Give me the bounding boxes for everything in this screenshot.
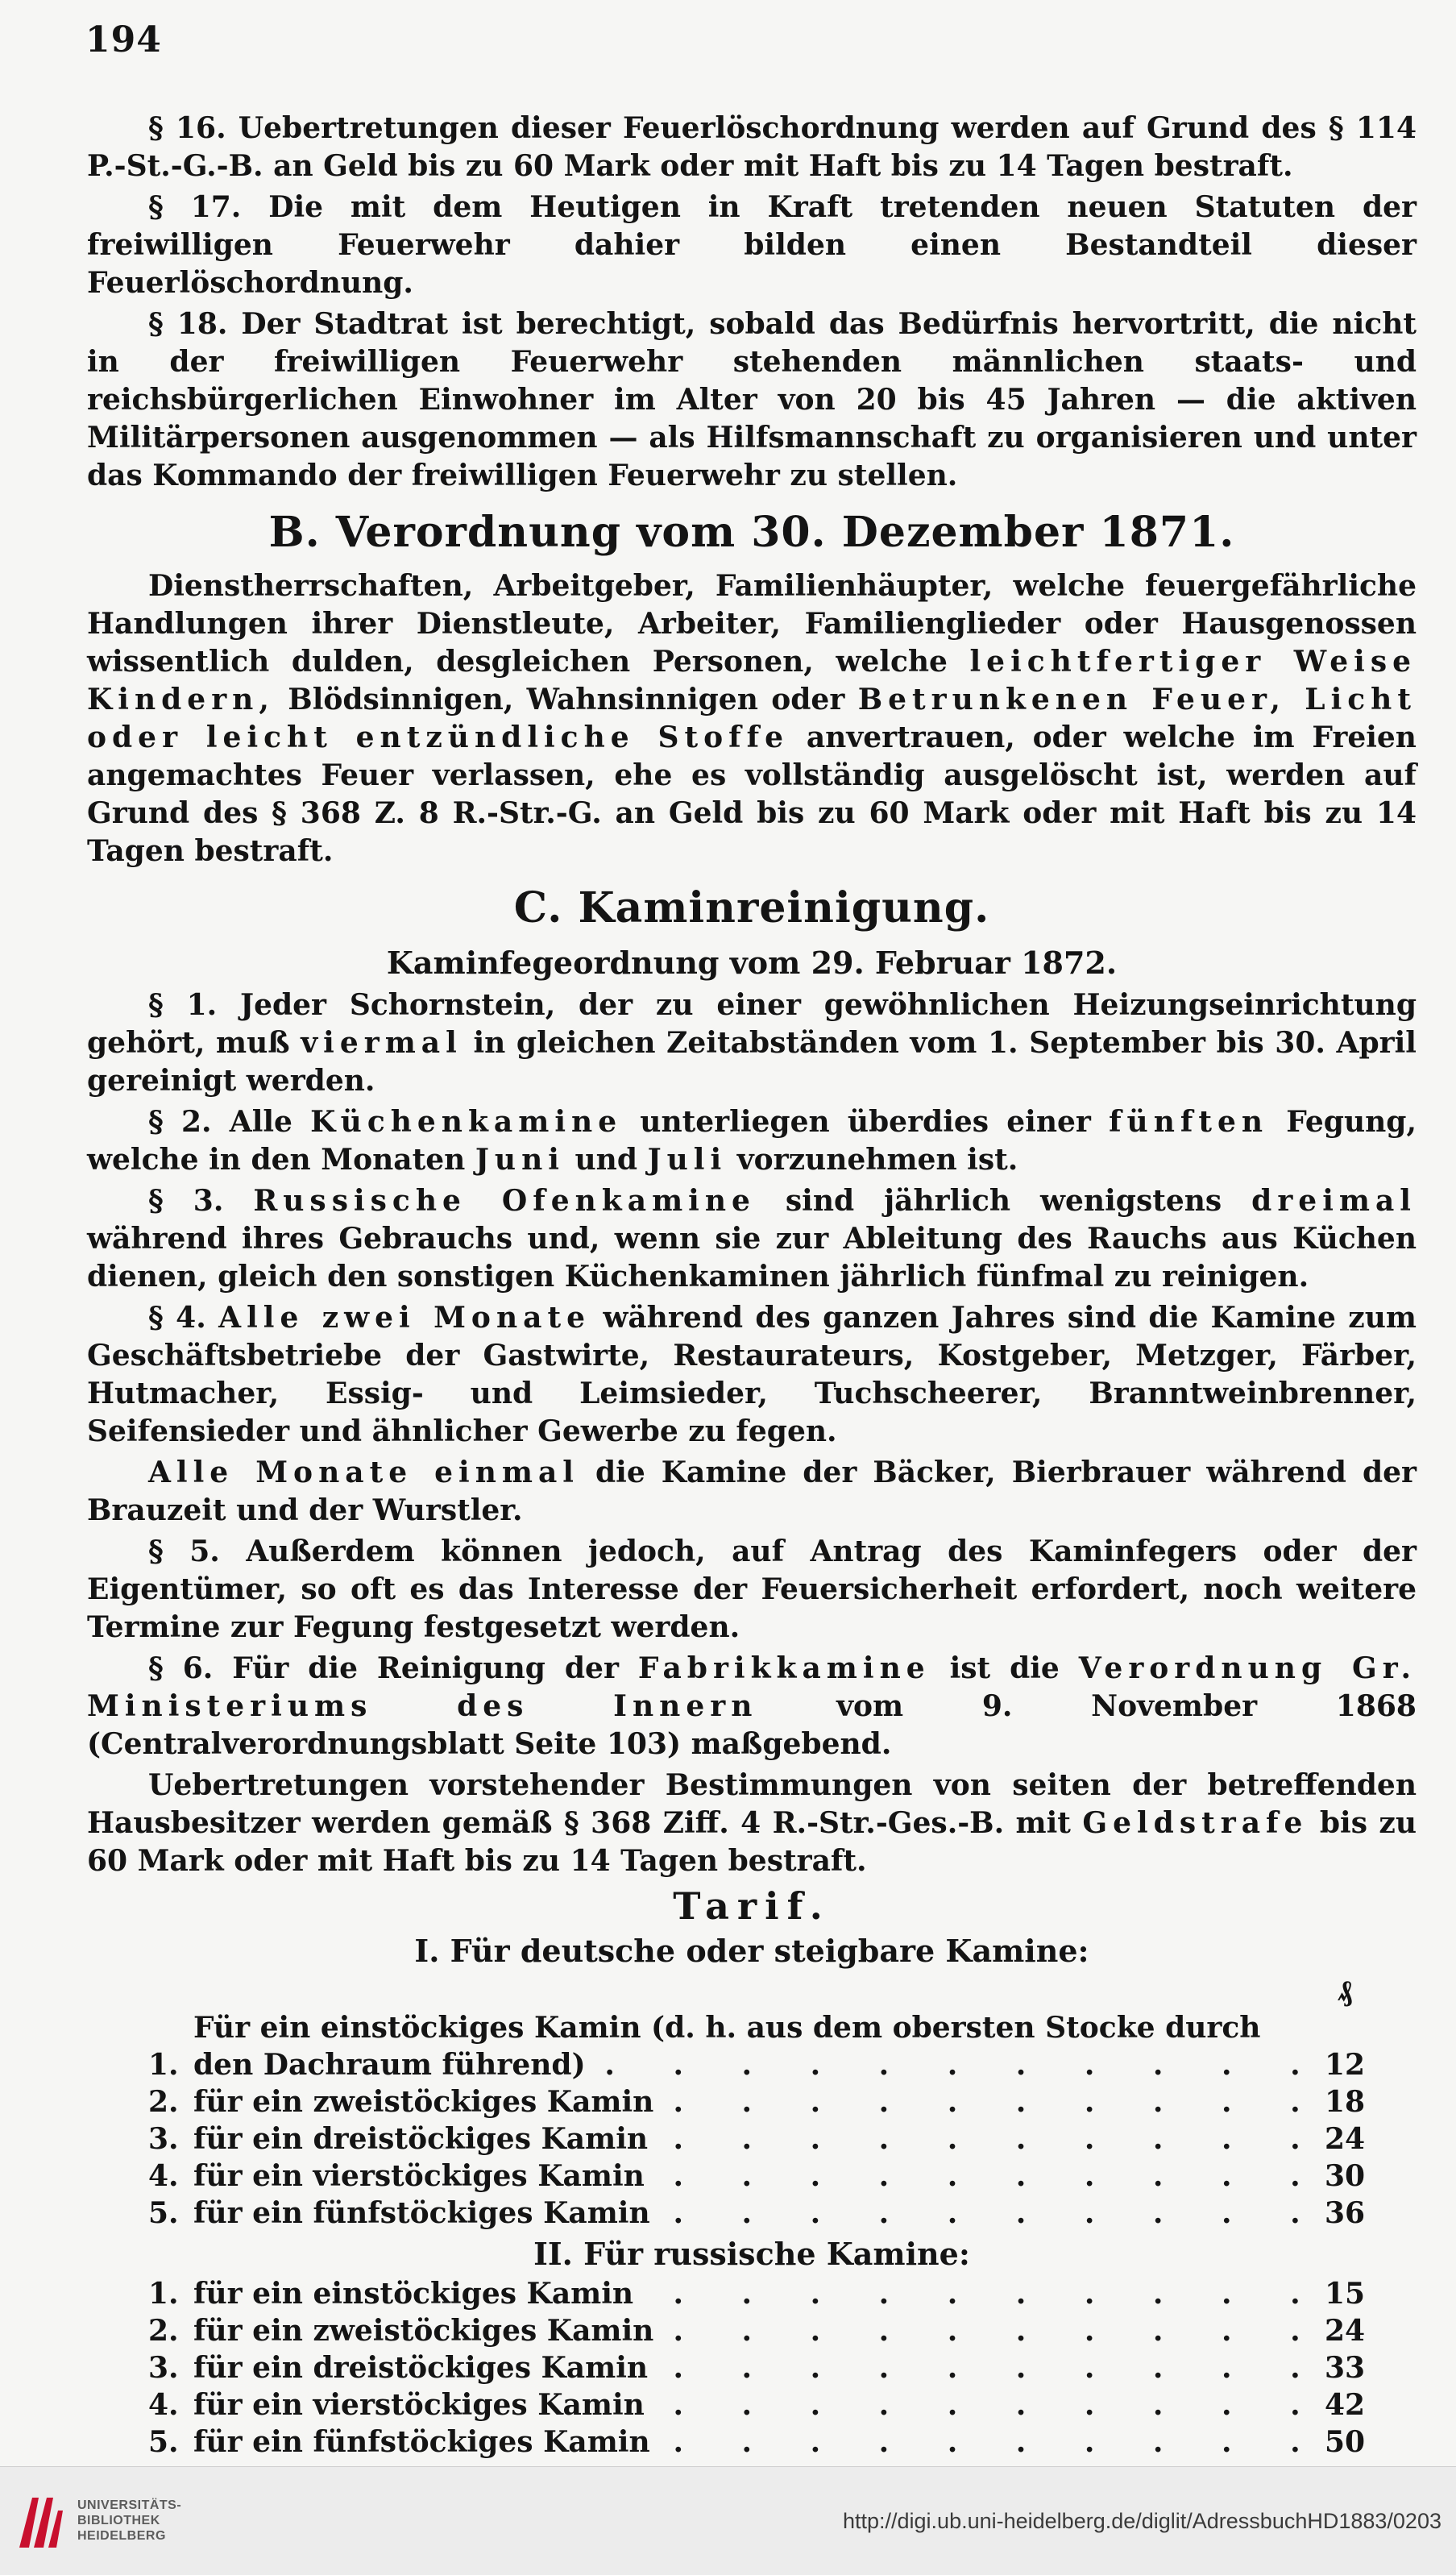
row-label [193, 2158, 1300, 2195]
row-number: 2. [148, 2085, 179, 2119]
tarif-group-title: II. Für russische Kamine: [533, 2236, 970, 2272]
table-row [148, 1972, 1389, 2009]
row-number: 5. [148, 2425, 179, 2459]
c4b-text: die Kamine der Bäcker, Bierbrauer während der Brauzeit und der Wurstler. [87, 1456, 1417, 1527]
permalink-url[interactable]: http://digi.ub.uni-heidelberg.de/diglit/AdressbuchHD1883/0203 [842, 2509, 1441, 2533]
row-label [193, 2009, 1300, 2083]
row-label [193, 2120, 1300, 2158]
row-number: 2. [148, 2314, 179, 2348]
row-number: 4. [148, 2388, 179, 2422]
c6-text-b: ist die [949, 1651, 1060, 1685]
c6-spaced-1: Fabrikkamine [637, 1651, 931, 1685]
section-b-text-3: anvertrauen, oder welche im Freien angemachtes Feuer verlassen, ehe es vollständig ausgelöscht ist, werden auf Grund des § 368 Z. 8 R.-Str.-G. an Geld bis zu 60 Mark oder mit Haft bis zu 14 Tagen bestraft. [87, 721, 1417, 868]
row-price: 24 [1324, 2122, 1366, 2156]
table-row [148, 2386, 1389, 2423]
row-number: 4. [148, 2159, 179, 2193]
c4b-spaced: Alle Monate einmal [148, 1456, 579, 1489]
table-row [148, 2423, 1389, 2461]
paragraph-c2 [87, 1103, 1417, 1179]
row-label [193, 2083, 1300, 2120]
section-b-spaced-2: Betrunkenen Feuer, Licht oder leicht entzündliche Stoffe [87, 683, 1417, 754]
section-b-spaced-1: leichtfertiger Weise Kindern, [87, 645, 1417, 716]
c1-text-a: § 1. Jeder Schornstein, der zu einer gewöhnlichen Heizungseinrichtung gehört, muß [87, 988, 1417, 1060]
row-number: 3. [148, 2122, 179, 2156]
row-label [193, 2312, 1300, 2349]
section-b-heading: B. Verordnung vom 30. Dezember 1871. [268, 508, 1235, 557]
c2-spaced-2: fünften [1109, 1105, 1269, 1139]
library-logo-text [77, 2498, 181, 2544]
c2-text-a: § 2. Alle [148, 1105, 292, 1139]
paragraph-c1 [87, 986, 1417, 1100]
row-price: 24 [1324, 2314, 1366, 2348]
section-b-text-2: Blödsinnigen, Wahnsinnigen oder [288, 683, 845, 716]
table-row [148, 2195, 1389, 2232]
table-row [148, 2158, 1389, 2195]
row-label-text: für ein zweistöckiges Kamin [193, 2314, 665, 2348]
c3-spaced-1: Russische Ofenkamine [253, 1184, 756, 1218]
c1-spaced: viermal [301, 1026, 463, 1060]
c3-text-b: sind jährlich wenigstens [785, 1184, 1222, 1218]
row-label [193, 2349, 1300, 2386]
paragraph-c3 [87, 1182, 1417, 1296]
penalty-text-b: bis zu 60 Mark oder mit Haft bis zu 14 Tagen bestraft. [87, 1806, 1417, 1878]
row-label-text: Für ein einstöckiges Kamin (d. h. aus dem obersten Stocke durch den Dachraum führend) [193, 2011, 1261, 2082]
c6-text-c: vom 9. November 1868 (Centralverordnungsblatt Seite 103) maßgebend. [87, 1689, 1417, 1761]
paragraph-c4 [87, 1299, 1417, 1451]
currency-symbol: ₰ [1338, 1974, 1352, 2008]
row-label-text: für ein vierstöckiges Kamin [193, 2388, 656, 2422]
paragraph-c6 [87, 1650, 1417, 1763]
row-number: 5. [148, 2196, 179, 2230]
section-c-heading: C. Kaminreinigung. [513, 883, 990, 932]
table-row [148, 2349, 1389, 2386]
table-row [148, 2120, 1389, 2158]
paragraph-c5: § 5. Außerdem können jedoch, auf Antrag des Kaminfegers oder der Eigentümer, so oft es das Interesse der Feuersicherheit erfordert, noch weitere Termine zur Fegung festgesetzt werden. [87, 1535, 1417, 1644]
row-label-text: für ein zweistöckiges Kamin [193, 2085, 665, 2119]
row-label-text: für ein dreistöckiges Kamin [193, 2122, 659, 2156]
table-row [148, 2009, 1389, 2083]
c6-text-a: § 6. Für die Reinigung der [148, 1651, 619, 1685]
page-text [87, 110, 1417, 2461]
row-label-text: für ein fünfstöckiges Kamin [193, 2196, 662, 2230]
row-number: 1. [148, 2277, 179, 2311]
paragraph-16: § 16. Uebertretungen dieser Feuerlöschordnung werden auf Grund des § 114 P.-St.-G.-B. an Geld bis zu 60 Mark oder mit Haft bis zu 14 Tagen bestraft. [87, 111, 1417, 183]
c1-text-b: in gleichen Zeitabständen vom 1. September bis 30. April gereinigt werden. [87, 1026, 1417, 1098]
tarif-group-title: I. Für deutsche oder steigbare Kamine: [414, 1933, 1089, 1969]
paragraph-c4b [87, 1454, 1417, 1530]
library-name-line: HEIDELBERG [77, 2529, 166, 2543]
c4-text-b: während des ganzen Jahres sind die Kamine zum Geschäftsbetriebe der Gastwirte, Restaurateurs, Kostgeber, Metzger, Färber, Hutmacher, Essig- und Leimsieder, Tuchscheerer, Branntweinbrenner, Seifensieder und ähnlicher Gewerbe zu fegen. [87, 1301, 1417, 1448]
row-price: 42 [1324, 2388, 1366, 2422]
tarif-table-russian [148, 2275, 1389, 2461]
row-price: 50 [1324, 2425, 1366, 2459]
row-price: 15 [1324, 2277, 1366, 2311]
c2-spaced-3: Juni [475, 1143, 565, 1177]
table-row [148, 2083, 1389, 2120]
row-number: 3. [148, 2351, 179, 2385]
library-name-line: UNIVERSITÄTS- [77, 2498, 182, 2512]
c6-spaced-2: Verordnung Gr. Ministeriums des Innern [87, 1651, 1417, 1723]
table-row [148, 2275, 1389, 2312]
c2-text-b: unterliegen überdies einer [640, 1105, 1091, 1139]
row-label [193, 2386, 1300, 2423]
penalty-text-a: Uebertretungen vorstehender Bestimmungen von seiten der betreffenden Hausbesitzer werden gemäß § 368 Ziff. 4 R.-Str.-Ges.-B. mit [87, 1768, 1417, 1840]
tarif-table-german [148, 1972, 1389, 2232]
c4-spaced: Alle zwei Monate [218, 1301, 591, 1335]
row-number: 1. [148, 2048, 179, 2082]
row-label-text: für ein fünfstöckiges Kamin [193, 2425, 662, 2459]
c2-text-c: Fegung, welche in den Monaten [87, 1105, 1417, 1177]
row-label-text: für ein dreistöckiges Kamin [193, 2351, 659, 2385]
row-price: 12 [1324, 2048, 1366, 2082]
section-b-text-1: Dienstherrschaften, Arbeitgeber, Familienhäupter, welche feuergefährliche Handlungen ihrer Dienstleute, Arbeiter, Familienglieder oder Hausgenossen wissentlich dulden, desgleichen Personen, welche [87, 569, 1417, 679]
c2-text-e: vorzunehmen ist. [736, 1143, 1018, 1177]
row-label [193, 2275, 1300, 2312]
c2-spaced-4: Juli [647, 1143, 728, 1177]
paragraph-18: § 18. Der Stadtrat ist berechtigt, sobald das Bedürfnis hervortritt, die nicht in der freiwilligen Feuerwehr stehenden männlichen staats- und reichsbürgerlichen Einwohner im Alter von 20 bis 45 Jahren — die aktiven Militärpersonen ausgenommen — als Hilfsmannschaft zu organisieren und unter das Kommando der freiwilligen Feuerwehr zu stellen. [87, 307, 1417, 492]
viewer-footer [0, 2466, 1456, 2575]
row-label-text: für ein vierstöckiges Kamin [193, 2159, 656, 2193]
row-price: 18 [1324, 2085, 1366, 2119]
paragraph-penalty [87, 1767, 1417, 1880]
c3-text-c: während ihres Gebrauchs und, wenn sie zur Ableitung des Rauchs aus Küchen dienen, gleich den sonstigen Küchenkaminen jährlich fünfmal zu reinigen. [87, 1222, 1417, 1294]
c2-spaced-1: Küchenkamine [310, 1105, 623, 1139]
page-number: 194 [85, 19, 162, 60]
row-label [193, 2423, 1300, 2461]
section-c-subheading: Kaminfegeordnung vom 29. Februar 1872. [386, 945, 1118, 981]
row-price: 30 [1324, 2159, 1366, 2193]
c4-text-a: § 4. [148, 1301, 206, 1335]
c3-text-a: § 3. [148, 1184, 224, 1218]
row-price: 33 [1324, 2351, 1366, 2385]
row-label [193, 2195, 1300, 2232]
logo-mark [19, 2498, 63, 2548]
c3-spaced-2: dreimal [1251, 1184, 1417, 1218]
library-name-line: BIBLIOTHEK [77, 2514, 160, 2527]
table-row [148, 2312, 1389, 2349]
section-b-body [87, 567, 1417, 870]
c2-text-d: und [575, 1143, 638, 1177]
row-price: 36 [1324, 2196, 1366, 2230]
paragraph-17: § 17. Die mit dem Heutigen in Kraft tretenden neuen Statuten der freiwilligen Feuerwehr dahier bilden einen Bestandteil dieser Feuerlöschordnung. [87, 190, 1417, 300]
row-label-text: für ein einstöckiges Kamin [193, 2277, 645, 2311]
university-library-logo-icon [15, 2491, 68, 2552]
tarif-title: Tarif. [673, 1884, 831, 1928]
penalty-spaced: Geldstrafe [1082, 1806, 1309, 1840]
